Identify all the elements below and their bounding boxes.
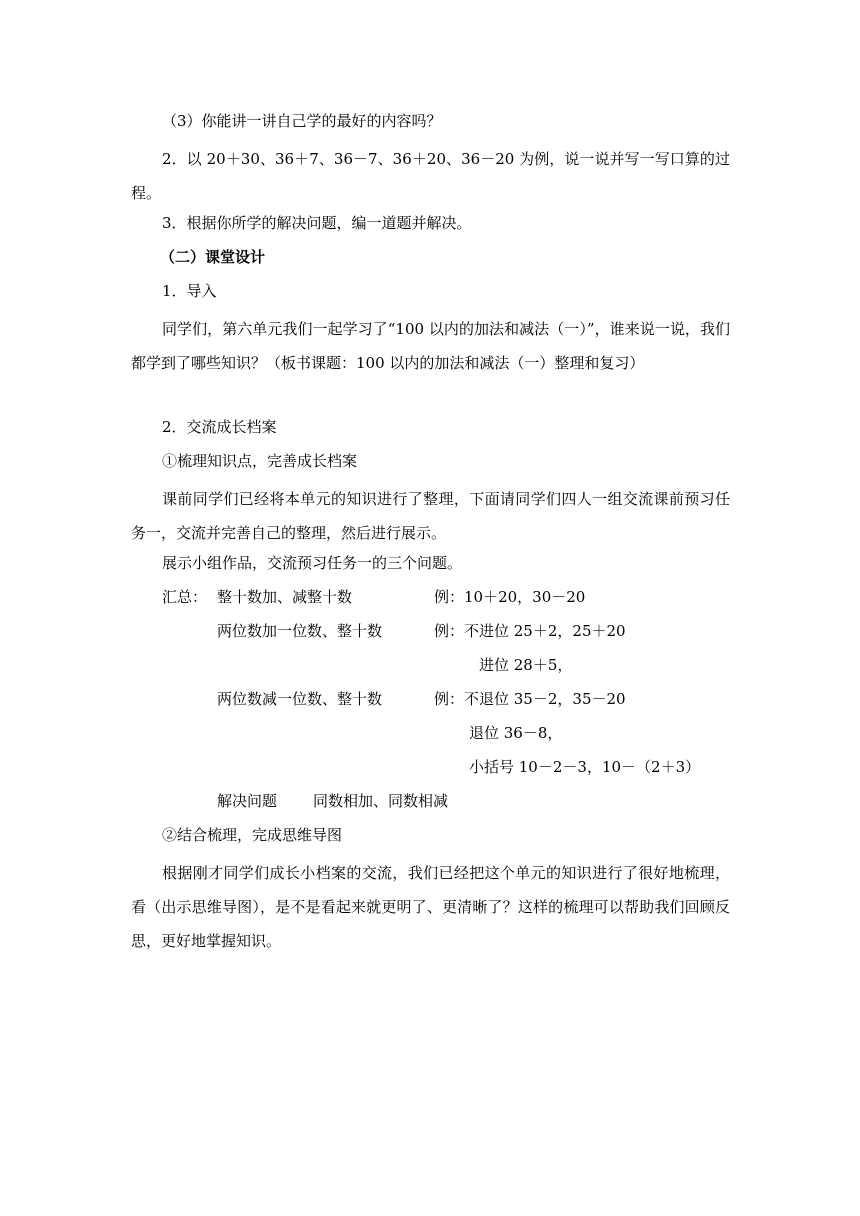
summary-row4-topic: 解决问题 — [217, 792, 278, 810]
summary-row2-example2: 进位 28＋5， — [479, 656, 573, 674]
paragraph-question-3: （3）你能讲一讲自己学的最好的内容吗？ — [162, 112, 442, 130]
summary-row1-topic: 整十数加、减整十数 — [217, 588, 353, 606]
summary-row3-example: 例：不退位 35－2，35－20 — [434, 690, 626, 708]
summary-label: 汇总： — [162, 588, 208, 606]
paragraph-show-works: 展示小组作品，交流预习任务一的三个问题。 — [162, 554, 463, 572]
summary-row3-example2: 退位 36－8， — [469, 724, 563, 742]
summary-row1-example: 例：10＋20，30－20 — [434, 588, 586, 606]
paragraph-preview-text: 课前同学们已经将本单元的知识进行了整理，下面请同学们四人一组交流课前预习任务一，交流并完善自己的整理，然后进行展示。 — [131, 490, 730, 542]
paragraph-sort-knowledge: ①梳理知识点，完善成长档案 — [162, 452, 358, 470]
paragraph-item-2: 2．以 20＋30、36＋7、36－7、36＋20、36－20 为例，说一说并写一写口算的过程。 — [131, 150, 730, 202]
paragraph-mindmap-text: 根据刚才同学们成长小档案的交流，我们已经把这个单元的知识进行了很好地梳理，看（出示思维导图），是不是看起来就更明了、更清晰了？这样的梳理可以帮助我们回顾反思，更好地掌握知识。 — [131, 864, 730, 950]
paragraph-mindmap-heading: ②结合梳理，完成思维导图 — [162, 826, 343, 844]
paragraph-item-3: 3．根据你所学的解决问题，编一道题并解决。 — [162, 214, 472, 232]
summary-row3-example3: 小括号 10－2－3，10－（2＋3） — [469, 758, 701, 776]
summary-row2-topic: 两位数加一位数、整十数 — [217, 622, 383, 640]
summary-row2-example: 例：不进位 25＋2，25＋20 — [434, 622, 626, 640]
paragraph-intro-text: 同学们，第六单元我们一起学习了“100 以内的加法和减法（一）”，谁来说一说，我们都学到了哪些知识？（板书课题：100 以内的加法和减法（一）整理和复习） — [131, 320, 730, 372]
paragraph-intro-heading: 1．导入 — [162, 282, 217, 300]
summary-row4-detail: 同数相加、同数相减 — [313, 792, 449, 810]
section-heading-classroom-design: （二）课堂设计 — [160, 248, 266, 266]
paragraph-exchange-heading: 2．交流成长档案 — [162, 418, 277, 436]
summary-row3-topic: 两位数减一位数、整十数 — [217, 690, 383, 708]
